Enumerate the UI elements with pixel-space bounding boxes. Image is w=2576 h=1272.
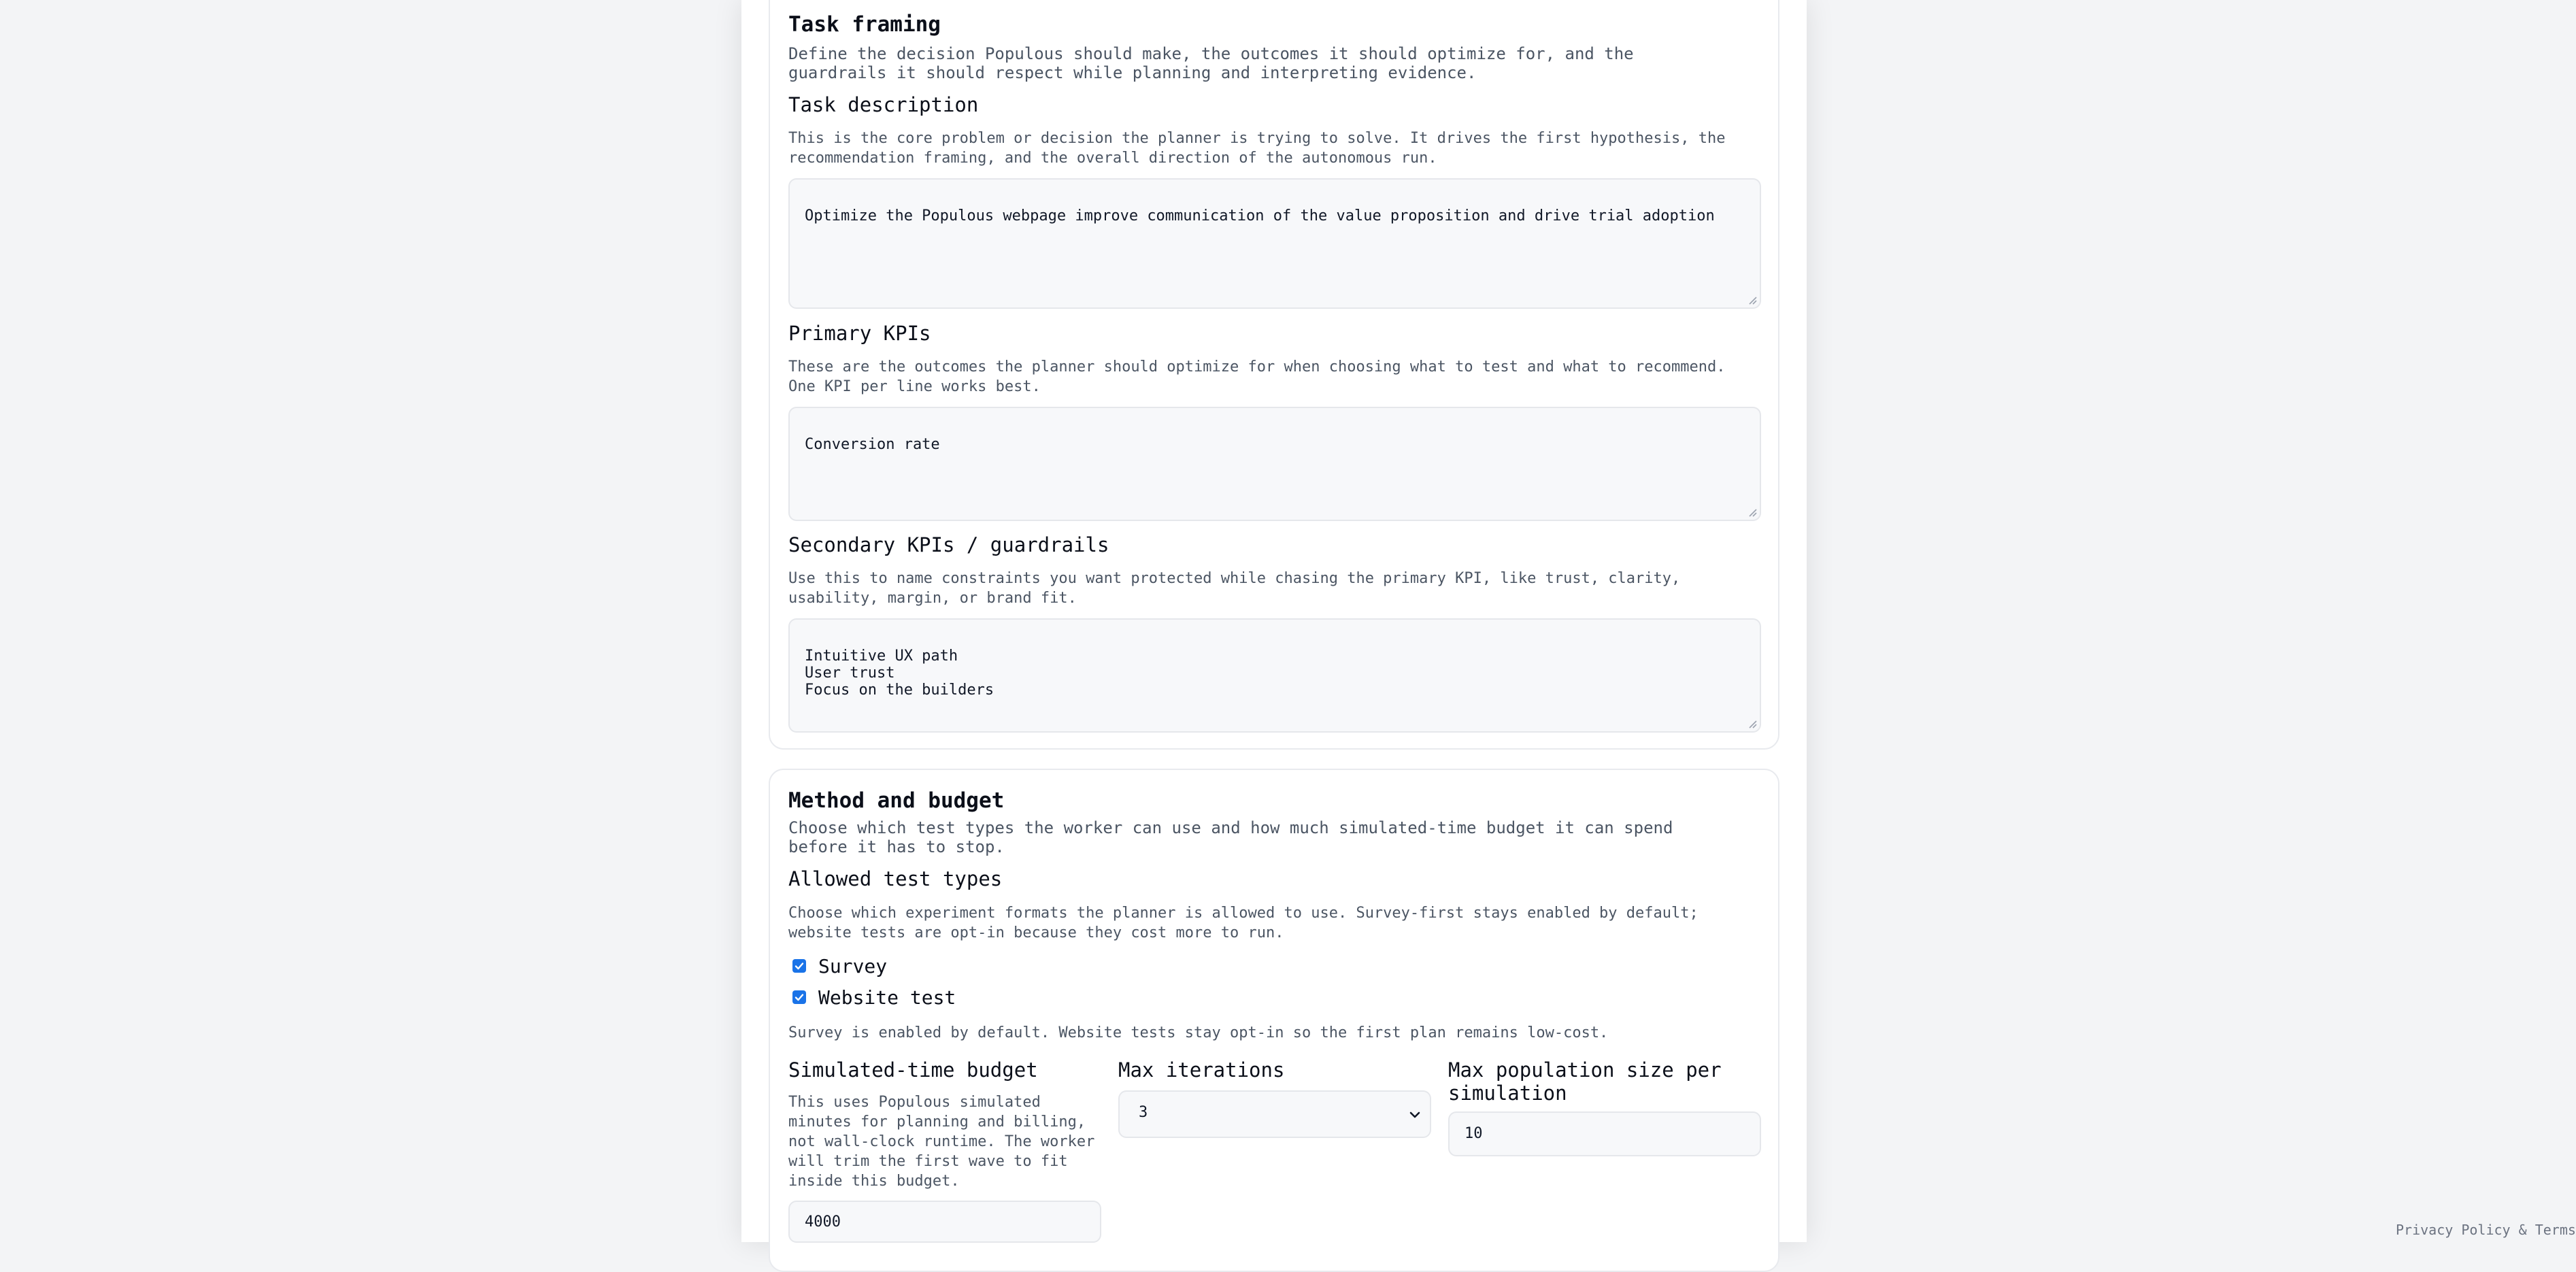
allowed-test-types-help: Choose which experiment formats the planner is allowed to use. Survey-first stays enabled by default; website tests are opt-in because they cost more to run.: [788, 905, 1699, 941]
checkmark-icon: [794, 960, 805, 971]
secondary-kpis-value: Intuitive UX path User trust Focus on the builders: [805, 648, 994, 699]
task-description-label: Task description: [788, 93, 979, 116]
task-framing-card: [769, 0, 1779, 750]
resize-grip-icon[interactable]: [1747, 719, 1757, 729]
primary-kpis-textarea[interactable]: [788, 407, 1761, 521]
primary-kpis-value: Conversion rate: [805, 436, 940, 453]
max-iterations-value: 3: [1139, 1104, 1148, 1121]
max-iterations-label: Max iterations: [1118, 1058, 1285, 1082]
resize-grip-icon[interactable]: [1747, 507, 1757, 517]
task-framing-intro: Define the decision Populous should make, the outcomes it should optimize for, and the guardrails it should respect while planning and interpreting evidence.: [788, 44, 1634, 82]
method-budget-card: [769, 769, 1779, 1272]
checkmark-icon: [794, 992, 805, 1003]
method-budget-intro: Choose which test types the worker can use and how much simulated-time budget it can spend before it has to stop.: [788, 818, 1673, 856]
secondary-kpis-textarea[interactable]: [788, 618, 1761, 733]
test-types-note: Survey is enabled by default. Website tests stay opt-in so the first plan remains low-cost.: [788, 1024, 1609, 1041]
max-population-input[interactable]: [1448, 1111, 1761, 1156]
website-test-checkbox[interactable]: [792, 990, 806, 1004]
task-description-help: This is the core problem or decision the planner is trying to solve. It drives the first hypothesis, the recommendation framing, and the overall direction of the autonomous run.: [788, 130, 1726, 167]
max-iterations-select[interactable]: [1118, 1090, 1431, 1138]
primary-kpis-label: Primary KPIs: [788, 322, 931, 345]
primary-kpis-help: These are the outcomes the planner should optimize for when choosing what to test and what to recommend. One KPI per line works best.: [788, 358, 1726, 395]
simulated-time-budget-label: Simulated-time budget: [788, 1058, 1038, 1082]
resize-grip-icon[interactable]: [1747, 295, 1757, 305]
simulated-time-budget-input[interactable]: [788, 1201, 1101, 1243]
main-page: [741, 0, 1807, 1242]
simulated-time-budget-help: This uses Populous simulated minutes for planning and billing, not wall-clock runtime. The worker will trim the first wave to fit inside this budget.: [788, 1094, 1095, 1190]
chevron-down-icon: [1405, 1105, 1424, 1124]
max-population-label: Max population size per simulation: [1448, 1058, 1722, 1105]
max-population-value: 10: [1465, 1125, 1483, 1142]
simulated-time-budget-value: 4000: [805, 1214, 841, 1231]
privacy-policy-link[interactable]: Privacy Policy & Terms: [2396, 1222, 2576, 1238]
secondary-kpis-help: Use this to name constraints you want protected while chasing the primary KPI, like trust, clarity, usability, margin, or brand fit.: [788, 570, 1681, 607]
allowed-test-types-label: Allowed test types: [788, 867, 1003, 890]
method-budget-title: Method and budget: [788, 788, 1005, 813]
survey-checkbox[interactable]: [792, 959, 806, 973]
task-framing-title: Task framing: [788, 12, 941, 37]
survey-checkbox-label[interactable]: Survey: [818, 955, 888, 977]
website-test-checkbox-label[interactable]: Website test: [818, 986, 956, 1009]
task-description-value: Optimize the Populous webpage improve communication of the value proposition and drive trial adoption: [805, 207, 1715, 224]
secondary-kpis-label: Secondary KPIs / guardrails: [788, 533, 1109, 556]
task-description-textarea[interactable]: [788, 178, 1761, 309]
